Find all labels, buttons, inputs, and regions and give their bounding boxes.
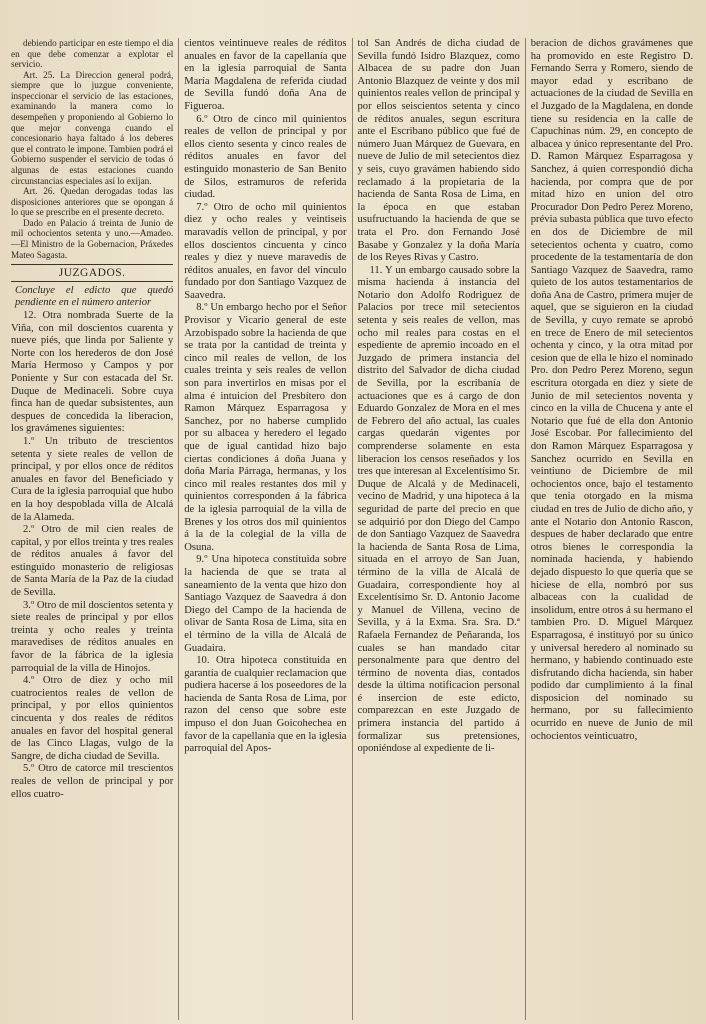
paragraph: 10. Otra hipoteca constituida en garantía de cualquier reclamacion que pudiera hacerse á los poseedores de la hacienda de Santa Rosa de Lima, por razon del censo que sobre este impuso el don Juan Goicohechea en favor de la capellanía que en la iglesia parroquial del Apos- bbox=[184, 655, 347, 755]
column-3 bbox=[352, 38, 525, 1020]
text-columns bbox=[6, 38, 698, 1020]
section-title: JUZGADOS. bbox=[58, 267, 126, 280]
column-1 bbox=[6, 38, 178, 1020]
paragraph: cientos veintinueve reales de réditos anuales en favor de la capellanía que en la iglesia parroquial de Santa María Magdalena de referida ciudad de Sevilla fundó doña Ana de Figueroa. bbox=[184, 38, 347, 112]
section-divider bbox=[11, 281, 173, 282]
paragraph: 7.º Otro de ocho mil quinientos diez y ocho reales y veintiseis maravadís vellon de principal, y por ellos doscientos cincuenta y cinco reales y diez y nueve maravedís de réditos anuales, en favor del vínculo fundado por don Santiago Vazquez de Saavedra. bbox=[184, 201, 347, 301]
paragraph: 2.º Otro de mil cien reales de capital, y por ellos treinta y tres reales de réditos anuales á favor del estinguido monasterio de religiosas de Santa María de la Paz de la ciudad de Sevilla. bbox=[11, 524, 174, 599]
column-4 bbox=[525, 38, 698, 1020]
decree-continuation bbox=[11, 38, 173, 260]
paragraph: 6.º Otro de cinco mil quinientos reales de vellon de principal y por ellos ciento sesenta y cinco reales de réditos anuales en favor del estinguido monasterio de San Benito de Silos, estramuros de referida ciudad. bbox=[184, 113, 347, 201]
paragraph: 3.º Otro de mil doscientos setenta y siete reales de principal y por ellos treinta y ocho reales y treinta maravedises de réditos anuales en favor de la fábrica de la iglesia parroquial de la villa de Hinojos. bbox=[11, 599, 174, 674]
paragraph: Art. 26. Quedan derogadas todas las disposiciones anteriores que se opongan á lo que se prescribe en el presente decreto. bbox=[11, 186, 174, 218]
section-divider bbox=[11, 264, 173, 265]
paragraph: 1.º Un tributo de trescientos setenta y siete reales de vellon de principal, y por ellos once de réditos anuales en favor del Beneficiado y Cura de la iglesia parroquial que hubo en la hoy despoblada villa de Alcalá de la Alameda. bbox=[11, 435, 174, 523]
paragraph: 5.º Otro de catorce mil trescientos reales de vellon de principal y por ellos cuatro- bbox=[11, 763, 174, 800]
paragraph: Dado en Palacio á treinta de Junio de mil ochocientos setenta y uno.—Amadeo.—El Ministro de la Gobernacion, Práxedes Mateo Sagasta. bbox=[11, 217, 174, 260]
paragraph: 11. Y un embargo causado sobre la misma hacienda á instancia del Notario don Adolfo Rodriguez de Palacios por trece mil setecientos setenta y seis reales de vellon, mas ocho mil reales para costas en el espediente de apremio incoado en el Juzgado de primera instancia del distrito del Salvador de dicha ciudad de Sevilla, por la escribanía de actuaciones que es á cargo de don Eduardo Gonzalez de Mora en el mes de Febrero del año actual, las cuales cargas quedarán vigentes por comprenderse solamente en esta liberacion los censos reseñados y los tres que interesan al Excelentísimo Sr. Duque de Alcalá y de Medinaceli, vecino de Madrid, y una hipoteca á la seguridad de parte del precio en que se adquirió por don Diego del Campo de don Santiago Vazquez de Saavedra la hacienda de Santa Rosa de Lima, situada en el arroyo de San Juan, término de la villa de Alcalá de Guadaira, correspondiente hoy al Excelentísimo Sr. D. Antonio Jacome y Manuel de Villena, vecino de Sevilla, y á la Exma. Sra. Sra. D.ª Rafaela Fernandez de Peñaranda, los cuales se han mandado citar personalmente para que dentro del término de noventa dias, contados desde la última notificacion personal é insercion de este edicto, comparezcan en este Juzgado de primera instancia del partido á formalizar sus pretensiones, oponiéndose al expediente de li- bbox=[357, 264, 520, 755]
paragraph: Art. 25. La Direccion general podrá, siempre que lo juzgue conveniente, inspeccionar el servicio de las estaciones, examinando la manera como lo desempeñen y proponiendo al Gobierno lo que mejor convenga cuando el concesionario haya faltado á los deberes que el contrato le impone. Tambien podrá el Gobierno suspender el servicio de todas ó algunas de estas estaciones cuando circunstancias especiales así lo exijan. bbox=[11, 69, 174, 186]
paragraph: 8.º Un embargo hecho por el Señor Provisor y Vicario general de este Arzobispado sobre la hacienda de que se trata por la cantidad de treinta y cinco mil reales de vellon, de los cuales treinta y seis reales de vellon son para invertirlos en misas por el alma é intuicion del Presbítero don Ramon Márquez Esparragosa y Sanchez, por no haberse cumplido por su albacea y heredero el legado que de igual cantidad hizo bajo ciertas condiciones á doña Juana y doña María Párraga, hermanas, y los cinco mil reales restantes dos mil y quinientos corresponden á la fábrica de la iglesia parroquial de la villa de Brenes y los otros dos mil quinientos á la de la colegial de la villa de Osuna. bbox=[184, 302, 347, 553]
paragraph: debiendo participar en este tiempo el dia en que debe comenzar a explotar el servicio. bbox=[11, 38, 174, 70]
paragraph: 4.º Otro de diez y ocho mil cuatrocientos reales de vellon de principal, y por ellos quinientos cincuenta y dos reales de réditos anuales en favor del hospital general de las Cinco Llagas, vulgo de la Sangre, de dicha ciudad de Sevilla. bbox=[11, 675, 174, 762]
paragraph: tol San Andrés de dicha ciudad de Sevilla fundó Isidro Blazquez, como Albacea de su padre don Juan Antonio Blazquez de veinte y dos mil quinientos reales vellon de principal y por ellos seiscientos setenta y cinco de réditos anuales, segun escritura ante el Escribano público que fué de número Juan Márquez de Guevara, en nueve de Julio de mil setecientos diez y seis, cuyo gravámen habiendo sido reclamado á la propietaria de la hacienda de Santa Rosa de Lima, en la época en que estaban usufructuando la hacienda de que se trata el Pro. don Fernando José Basabe y Gonzalez y la doña María de los Reyes Rivas y Castro. bbox=[357, 38, 520, 264]
paragraph: 12. Otra nombrada Suerte de la Viña, con mil doscientos cuarenta y nueve piés, que linda por Saliente y Norte con los herederos de don José María Hermoso y Campos y por Poniente y Sur con estacada del Sr. Duque de Medinaceli. Sobre cuya finca han de quedar subsistentes, aun despues de concedida la liberacion, los gravámenes siguientes: bbox=[11, 310, 174, 435]
edict-intro: Concluye el edicto que quedó pendiente en el número anterior bbox=[15, 284, 174, 309]
column-2 bbox=[178, 38, 351, 1020]
paragraph: beracion de dichos gravámenes que ha promovido en este Registro D. Fernando Serra y Romero, siendo de mayor edad y escribano de actuaciones de la ciudad de Sevilla en el Juzgado de la Magdalena, en donde tiene su residencia en la calle de Capuchinas núm. 29, en concepto de albacea y único representante del Pro. D. Ramon Márquez Esparragosa y Sanchez, á quien correspondió dicha hacienda, por compra que de por mitad hizo en union del otro Procurador Don Pedro Perez Moreno, prévia subasta pública que tuvo efecto en dos de Diciembre de mil setecientos ochenta y cuatro, como procedente de la testamentaría de don Santiago Vazquez de Saavedra, ramo quieto de los autos testamentarios de doña Ana de Castro, primera mujer de aquel, que se siguieron en la ciudad de Sevilla, y cuyo remate se aprobó en trece de Enero de mil setecientos ochenta y cinco, y la otra mitad por cesion que de ella le hizo el nominado Pro. don Pedro Perez Moreno, segun escritura otorgada en diez y siete de Junio de mil setecientos noventa y cinco en la villa de Chucena y ante el Notario que fué de ella don Antonio José Escobar. Por fallecimiento del don Ramon Márquez Esparragosa y Sanchez ocurrido en Sevilla en veintiuno de Diciembre de mil ochocientos once, bajo el testamento que tenia otorgado en la misma ciudad en tres de Julio de dicho año, y ante el Notario don Antonio Rascon, despues de haber declarado que entre otros bienes le correspondia la nominada hacienda, y habiendo dejado dispuesto lo que queria que se hiciese de ella, nombró por sus albaceas con la cualidad de insolidum, entre otros á su hermano el tambien Pro. D. Miguel Márquez Esparragosa, é instituyó por su único y universal heredero al nominado su hermano, y habiendo continuado este disfrutando dicha hacienda, sin haber podido dar cumplimiento á la final disposicion del nominado su hermano, por su fallecimiento ocurrido en nueve de Junio de mil ochocientos veinticuatro, bbox=[530, 38, 693, 742]
paragraph: 9.º Una hipoteca constituida sobre la hacienda de que se trata al saneamiento de la venta que hizo don Santiago Vazquez de Saavedra á don Diego del Campo de la hacienda de olivar de Santa Rosa de Lima, sita en el término de la villa de Alcalá de Guadaira. bbox=[184, 554, 347, 654]
